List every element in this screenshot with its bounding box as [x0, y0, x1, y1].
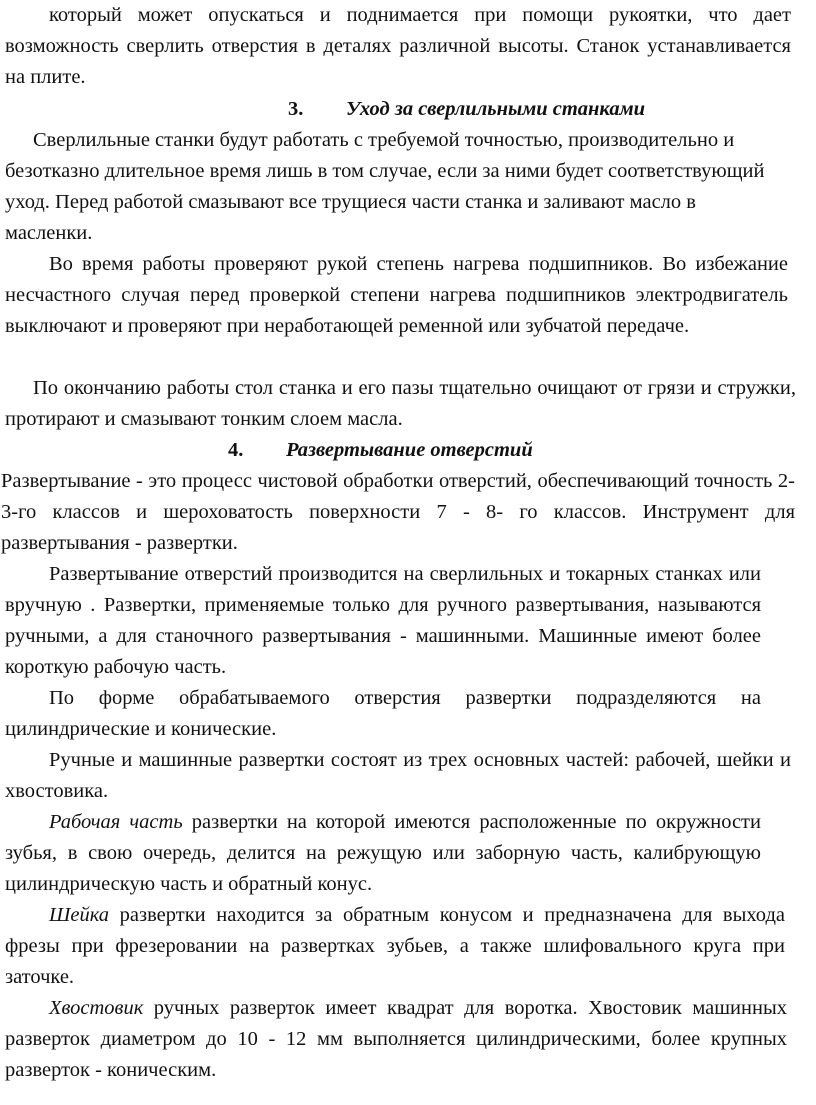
- paragraph-reaming-methods: Развертывание отверстий производится на сверлильных и токарных станках или вручную . Развертки, применяемые только для ручного развертывания, называются ручными, а для станочного развертывания - машинными. Машинные имеют более короткую рабочую часть.: [5, 563, 761, 678]
- paragraph-reamer-shapes: По форме обрабатываемого отверстия развертки подразделяются на цилиндрические и конические.: [5, 687, 761, 740]
- paragraph-reaming-definition: Развертывание - это процесс чистовой обработки отверстий, обеспечивающий точность 2-3-го классов и шероховатость поверхности 7 - 8- го классов. Инструмент для развертывания - развертки.: [1, 470, 795, 554]
- neck-description: развертки находится за обратным конусом и предназначена для выхода фрезы при фрезеровании на развертках зубьев, а также шлифовального круга при заточке.: [5, 904, 785, 988]
- section-title: Развертывание отверстий: [286, 439, 533, 461]
- paragraph-drill-stand: который может опускаться и поднимается при помощи рукоятки, что дает возможность сверлить отверстия в деталях различной высоты. Станок устанавливается на плите.: [5, 4, 791, 88]
- paragraph-machine-care: Сверлильные станки будут работать с требуемой точностью, производительно и безотказно длительное время лишь в том случае, если за ними будет соответствующий уход. Перед работой смазывают все трущиеся части станка и заливают масло в масленки.: [5, 129, 765, 244]
- shank-description: ручных разверток имеет квадрат для воротка. Хвостовик машинных разверток диаметром до 10 - 12 мм выполняется цилиндрическими, более крупных разверток - коническим.: [5, 997, 787, 1081]
- term-shank: Хвостовик: [49, 997, 144, 1019]
- section-heading-4: [228, 435, 533, 466]
- term-working-part: Рабочая часть: [49, 811, 183, 833]
- paragraph-shank: [5, 993, 787, 1086]
- term-neck: Шейка: [49, 904, 110, 926]
- paragraph-bearing-check: Во время работы проверяют рукой степень нагрева подшипников. Во избежание несчастного случая перед проверкой степени нагрева подшипников электродвигатель выключают и проверяют при неработающей ременной или зубчатой передаче.: [5, 253, 788, 337]
- working-part-description: развертки на которой имеются расположенные по окружности зубья, в свою очередь, делится на режущую или заборную часть, калибрующую цилиндрическую часть и обратный конус.: [5, 811, 761, 895]
- paragraph-working-part: [5, 807, 761, 900]
- section-number: 3.: [288, 98, 304, 120]
- section-number: 4.: [228, 439, 244, 461]
- section-heading-3: [288, 94, 645, 125]
- paragraph-reamer-parts: Ручные и машинные развертки состоят из трех основных частей: рабочей, шейки и хвостовика.: [5, 749, 791, 802]
- paragraph-neck: [5, 900, 785, 993]
- section-title: Уход за сверлильными станками: [346, 98, 646, 120]
- paragraph-cleaning: По окончанию работы стол станка и его пазы тщательно очищают от грязи и стружки, протирают и смазывают тонким слоем масла.: [5, 377, 796, 430]
